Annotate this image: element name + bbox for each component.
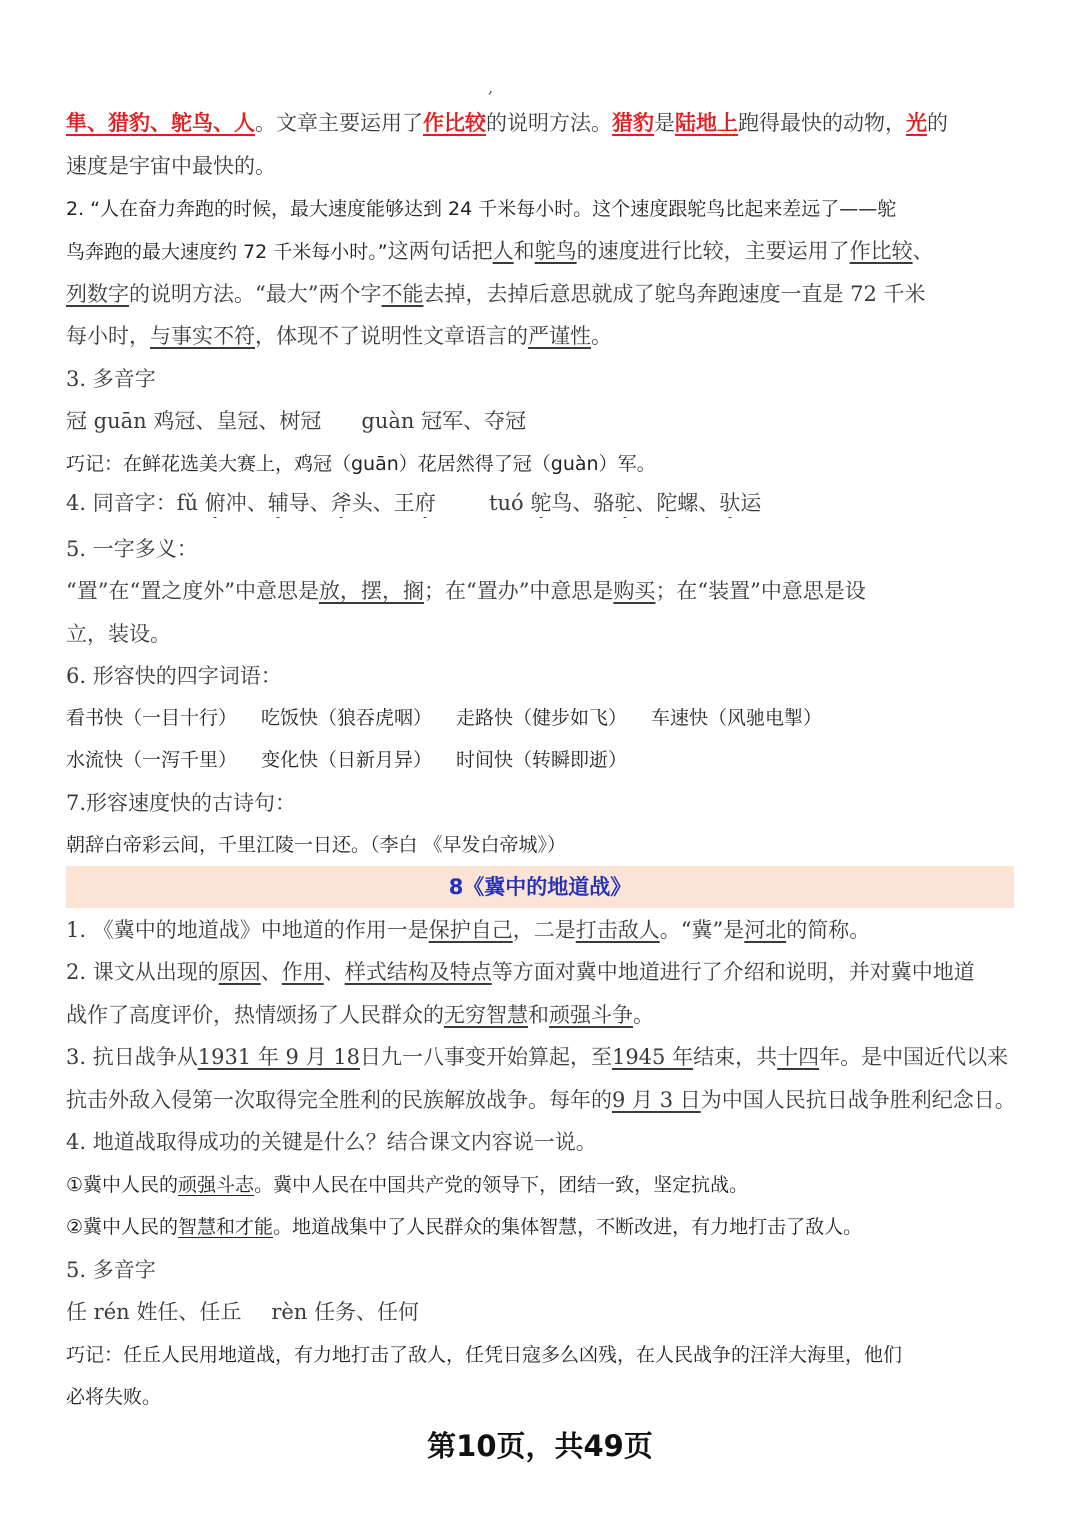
s8-p3-line-2 xyxy=(66,1085,1016,1115)
tuo-words: 鸵鸟、骆驼、陀螺、驮运 xyxy=(530,491,762,515)
item3-tip: 巧记：在鲜花选美大赛上，鸡冠（guān）花居然得了冠（guàn）军。 xyxy=(66,453,656,475)
underlined: 河北 xyxy=(744,918,787,942)
item3-line xyxy=(66,406,1016,436)
underlined: 无穷智慧 xyxy=(444,1003,528,1027)
item4-line xyxy=(66,488,1016,518)
underlined: 放，摆，搁 xyxy=(318,579,424,603)
item2-line-3 xyxy=(66,279,1016,309)
s8-p5-line xyxy=(66,1297,1016,1327)
text: 冠 guān 鸡冠、皇冠、树冠 xyxy=(66,409,322,433)
homophone-word: 辅导 xyxy=(267,491,310,515)
item5-title: 5. 一字多义： xyxy=(66,537,198,561)
quote: 鸟奔跑的最大速度约 72 千米每小时。” xyxy=(66,241,388,263)
underlined: 样式结构及特点 xyxy=(344,960,492,984)
homophone-word: 鸵鸟 xyxy=(530,491,573,515)
text: 的速度进行比较，主要运用了 xyxy=(576,239,850,263)
red-answer: 作比较 xyxy=(423,110,486,135)
text: 。冀中人民在中国共产党的领导下，团结一致，坚定抗战。 xyxy=(254,1174,749,1196)
text: rèn 任务、任何 xyxy=(271,1300,420,1324)
idiom: 时间快（转瞬即逝） xyxy=(456,749,628,771)
underlined: 顽强斗志 xyxy=(178,1174,255,1196)
s8-p3-line-1 xyxy=(66,1042,1016,1072)
underlined: 人 xyxy=(492,239,514,263)
idiom: 走路快（健步如飞） xyxy=(456,707,628,729)
text: ，二是 xyxy=(512,918,576,942)
s8-p4-point-2 xyxy=(66,1212,1016,1242)
item7-poem: 朝辞白帝彩云间，千里江陵一日还。（李白 《早发白帝城》） xyxy=(66,834,567,856)
item2-line-1: 2. “人在奋力奔跑的时候，最大速度能够达到 24 千米每小时。这个速度跟鸵鸟比起来差远了——鸵 xyxy=(66,198,897,220)
underlined: 购买 xyxy=(613,579,656,603)
homophone-word: 王府 xyxy=(393,491,436,515)
underlined: 与事实不符 xyxy=(150,324,255,348)
underlined: 不能 xyxy=(381,282,424,306)
underlined: 9 月 3 日 xyxy=(612,1088,701,1112)
text: 的简称。 xyxy=(786,918,871,942)
homophone-word: 陀螺 xyxy=(656,491,699,515)
underlined: 作用 xyxy=(281,960,324,984)
underlined: 1931 年 9 月 18 xyxy=(197,1045,360,1069)
text: 年。是中国近代以来 xyxy=(819,1045,1009,1069)
text: 等方面对冀中地道进行了介绍和说明，并对冀中地道 xyxy=(491,960,975,984)
s8-p4-point-1 xyxy=(66,1170,1016,1200)
text: 战作了高度评价，热情颂扬了人民群众的 xyxy=(66,1003,444,1027)
section-heading: 8《冀中的地道战》 xyxy=(448,875,632,899)
section-heading-bar xyxy=(66,866,1014,908)
text: ；在“置办”中意思是 xyxy=(423,579,614,603)
idiom: 吃饭快（狼吞虎咽） xyxy=(261,707,433,729)
s8-p5-title: 5. 多音字 xyxy=(66,1258,156,1282)
text: 跑得最快的动物， xyxy=(738,111,906,135)
underlined: 列数字 xyxy=(66,282,129,306)
text: 、 xyxy=(912,239,934,263)
text: 。文章主要运用了 xyxy=(255,111,423,135)
item3-title: 3. 多音字 xyxy=(66,367,156,391)
stray-mark: , xyxy=(488,78,494,97)
text: 抗击外敌入侵第一次取得完全胜利的民族解放战争。每年的 xyxy=(66,1088,612,1112)
text: 、 xyxy=(323,960,345,984)
homophone-word: 俯冲 xyxy=(204,491,247,515)
page-number: 第10页，共49页 xyxy=(427,1429,653,1463)
text: 。地道战集中了人民群众的集体智慧，不断改进，有力地打击了敌人。 xyxy=(273,1216,863,1238)
underlined: 十四 xyxy=(777,1045,820,1069)
red-answer: 隼、猎豹、鸵鸟、人 xyxy=(66,110,255,135)
answer-line-2: 速度是宇宙中最快的。 xyxy=(66,154,276,178)
text: ②冀中人民的 xyxy=(66,1216,179,1238)
underlined: 顽强斗争 xyxy=(549,1003,633,1027)
text: 和 xyxy=(528,1003,549,1027)
item2-line-2 xyxy=(66,236,1016,267)
homophone-word: 斧头 xyxy=(330,491,373,515)
text: 每小时， xyxy=(66,324,150,348)
homophone-word: 骆驼 xyxy=(593,491,636,515)
red-answer: 猎豹 xyxy=(612,110,654,135)
text: “置”在“置之度外”中意思是 xyxy=(66,579,319,603)
text: 4. 同音字：fǔ xyxy=(66,491,199,515)
text: 结束，共 xyxy=(693,1045,778,1069)
item2-line-4 xyxy=(66,321,1016,351)
s8-p5-tip-1: 巧记：任丘人民用地道战，有力地打击了敌人，任凭日寇多么凶残，在人民战争的汪洋大海里，他们 xyxy=(66,1344,903,1366)
text: ①冀中人民的 xyxy=(66,1174,179,1196)
text: 。 xyxy=(633,1003,654,1027)
item5-line-1 xyxy=(66,576,1016,606)
idiom: 变化快（日新月异） xyxy=(261,749,433,771)
text: 任 rén 姓任、任丘 xyxy=(66,1300,242,1324)
text: 和 xyxy=(513,239,535,263)
text: 、 xyxy=(260,960,282,984)
s8-p1 xyxy=(66,915,1016,945)
text: 为中国人民抗日战争胜利纪念日。 xyxy=(700,1088,1016,1112)
text: 的 xyxy=(927,111,948,135)
text: 。 xyxy=(591,324,612,348)
fu-words: 俯冲、辅导、斧头、王府 xyxy=(204,491,436,515)
s8-p2-line-2 xyxy=(66,1000,1016,1030)
text: 是 xyxy=(654,111,675,135)
underlined: 严谨性 xyxy=(528,324,591,348)
text: guàn 冠军、夺冠 xyxy=(361,409,527,433)
text: 3. 抗日战争从 xyxy=(66,1045,198,1069)
idiom: 看书快（一目十行） xyxy=(66,707,238,729)
homophone-word: 驮运 xyxy=(719,491,762,515)
s8-p4-title: 4. 地道战取得成功的关键是什么？结合课文内容说一说。 xyxy=(66,1130,597,1154)
text: 去掉，去掉后意思就成了鸵鸟奔跑速度一直是 72 千米 xyxy=(423,282,926,306)
item6-row-2 xyxy=(66,745,1016,775)
text: 1. 《冀中的地道战》中地道的作用一是 xyxy=(66,918,429,942)
text: 的说明方法。“最大”两个字 xyxy=(129,282,382,306)
text: 的说明方法。 xyxy=(486,111,612,135)
underlined: 保护自己 xyxy=(428,918,513,942)
text: 这两句话把 xyxy=(387,239,493,263)
text: 。“冀”是 xyxy=(659,918,745,942)
s8-p5-tip-2: 必将失败。 xyxy=(66,1386,162,1408)
underlined: 原因 xyxy=(218,960,261,984)
underlined: 作比较 xyxy=(849,239,913,263)
s8-p2-line-1 xyxy=(66,957,1016,987)
underlined: 1945 年 xyxy=(611,1045,694,1069)
item6-title: 6. 形容快的四字词语： xyxy=(66,664,282,688)
answer-line-1 xyxy=(66,108,1016,138)
text: 日九一八事变开始算起，至 xyxy=(359,1045,612,1069)
item7-title: 7.形容速度快的古诗句： xyxy=(66,791,297,815)
text: ，体现不了说明性文章语言的 xyxy=(255,324,528,348)
text: 2. 课文从出现的 xyxy=(66,960,219,984)
idiom: 车速快（风驰电掣） xyxy=(651,707,823,729)
underlined: 打击敌人 xyxy=(575,918,660,942)
text: tuó xyxy=(489,491,524,515)
item5-line-2: 立，装设。 xyxy=(66,622,171,646)
red-answer: 陆地上 xyxy=(675,110,738,135)
idiom: 水流快（一泻千里） xyxy=(66,749,238,771)
underlined: 鸵鸟 xyxy=(534,239,577,263)
red-answer: 光 xyxy=(906,110,927,135)
text: ；在“装置”中意思是设 xyxy=(655,579,866,603)
underlined: 智慧和才能 xyxy=(178,1216,274,1238)
item6-row-1 xyxy=(66,703,1016,733)
